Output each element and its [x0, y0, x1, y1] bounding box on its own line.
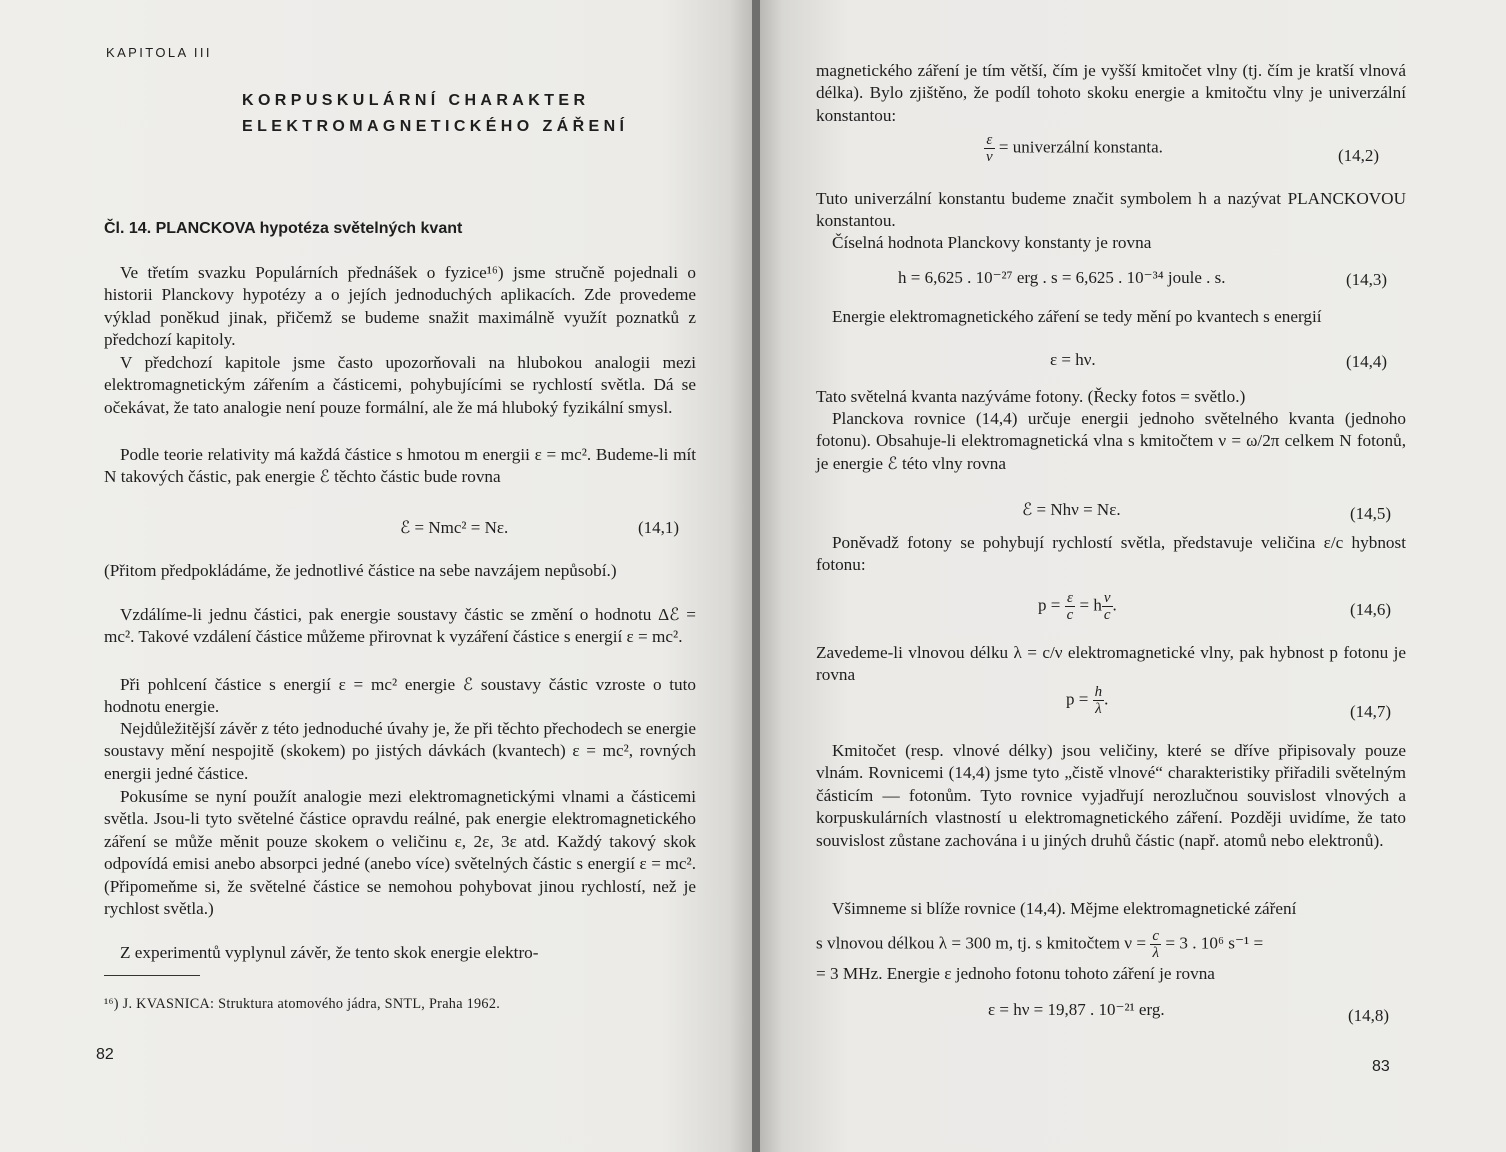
paragraph-assumption: (Přitom předpokládáme, že jednotlivé částice na sebe navzájem nepůsobí.)	[104, 561, 617, 580]
chapter-label: KAPITOLA III	[106, 45, 212, 60]
page-number-right: 83	[1372, 1058, 1390, 1075]
paragraph-quanta: Energie elektromagnetického záření se tedy mění po kvantech s energií	[832, 307, 1322, 326]
footnote-rule	[104, 975, 200, 976]
fraction-epsilon-over-c: $\frac{\varepsilon}{c}$	[1066, 590, 1074, 623]
chapter-title-line-2: ELEKTROMAGNETICKÉHO ZÁŘENÍ	[242, 118, 629, 135]
equation-14-1: ℰ = Nmc² = Nε.	[400, 518, 509, 537]
equation-14-2: $\frac{\varepsilon}{\nu}$ = univerzální konstanta.	[986, 132, 1163, 165]
paragraph-absorption: Při pohlcení částice s energií ε = mc² energie ℰ soustavy částic vzroste o tuto hodnotu energie.	[104, 675, 696, 717]
paragraph-analogy: V předchozí kapitole jsme často upozorňovali na hlubokou analogii mezi elektromagnetickým zářením a částicemi, pohybujícími se rychlostí světla. Dá se očekávat, že tato analogie není pouze formální, ale že má hluboký fyzikální smysl.	[104, 353, 696, 417]
book-gutter	[752, 0, 760, 1152]
chapter-title	[242, 88, 628, 140]
example-line-1: s vlnovou délkou λ = 300 m, tj. s kmitočtem ν = $\frac{c}{\lambda}$ = 3 . 10⁶ s⁻¹ =	[816, 928, 1264, 961]
equation-14-6: p = $\frac{\varepsilon}{c}$ = h $\frac{\nu}{c}$ .	[1038, 590, 1117, 623]
paragraph-momentum: Poněvadž fotony se pohybují rychlostí světla, představuje veličina ε/c hybnost fotonu:	[816, 533, 1406, 575]
paragraph-wave-particle: Kmitočet (resp. vlnové délky) jsou veličiny, které se dříve připisovaly pouze vlnám. Rovnicemi (14,4) jsme tyto „čistě vlnové“ charakteristiky přiřadili světelným částicím — fotonům. Tyto rovnice vyjadřují nerozlučnou souvislost vlnových a korpuskulárních vlastností u elektromagnetického záření. Později uvidíme, že tato souvislost zůstane zachována i u jiných druhů částic (např. atomů nebo elektronů).	[816, 741, 1406, 850]
equation-number-14-3: (14,3)	[1346, 270, 1388, 289]
equation-number-14-1: (14,1)	[638, 518, 680, 537]
equation-number-14-2: (14,2)	[1338, 146, 1380, 165]
fraction-epsilon-over-nu: $\frac{\varepsilon}{\nu}$	[986, 132, 993, 165]
equation-14-7: p = $\frac{h}{\lambda}$ .	[1066, 684, 1109, 717]
paragraph-experiments: Z experimentů vyplynul závěr, že tento skok energie elektro-	[120, 943, 539, 962]
paragraph-continuation: magnetického záření je tím větší, čím je vyšší kmitočet vlny (tj. čím je kratší vlnová délka). Bylo zjištěno, že podíl tohoto skoku energie a kmitočtu vlny je univerzální konstantou:	[816, 61, 1406, 125]
paragraph-planck-equation: Planckova rovnice (14,4) určuje energii jednoho světelného kvanta (jednoho fotonu). Obsahuje-li elektromagnetická vlna s kmitočtem ν = ω/2π celkem N fotonů, je energie ℰ této vlny rovna	[816, 409, 1406, 473]
equation-14-8: ε = hν = 19,87 . 10⁻²¹ erg.	[988, 1000, 1165, 1019]
section-heading: Čl. 14. PLANCKOVA hypotéza světelných kvant	[104, 220, 463, 237]
fraction-c-over-lambda: $\frac{c}{\lambda}$	[1152, 928, 1160, 961]
paragraph-conclusion: Nejdůležitější závěr z této jednoduché úvahy je, že při těchto přechodech se energie soustavy mění nespojitě (skokem) po jistých dávkách (kvantech) ε = mc², rovných energii jedné částice.	[104, 719, 696, 783]
equation-14-3: h = 6,625 . 10⁻²⁷ erg . s = 6,625 . 10⁻³⁴ joule . s.	[898, 268, 1226, 287]
equation-number-14-6: (14,6)	[1350, 600, 1392, 619]
fraction-h-over-lambda: $\frac{h}{\lambda}$	[1094, 684, 1103, 717]
example-line-2: = 3 MHz. Energie ε jednoho fotonu tohoto záření je rovna	[816, 964, 1215, 983]
right-page	[760, 0, 1506, 1152]
paragraph-removal: Vzdálíme-li jednu částici, pak energie soustavy částic se změní o hodnotu Δℰ = mc². Takové vzdálení částice můžeme přirovnat k vyzáření částice s energií ε = mc².	[104, 605, 696, 647]
footnote: ¹⁶) J. KVASNICA: Struktura atomového jádra, SNTL, Praha 1962.	[104, 996, 501, 1012]
paragraph-light-particles: Pokusíme se nyní použít analogie mezi elektromagnetickými vlnami a částicemi světla. Jsou-li tyto světelné částice opravdu reálné, pak energie elektromagnetického záření se může měnit pouze skokem o veličinu ε, 2ε, 3ε atd. Každý takový skok odpovídá emisi anebo absorpci jedné (anebo více) světelných částic s energií ε = mc². (Připomeňme si, že světelné částice se nemohou pohybovat jinou rychlostí, než je rychlost světla.)	[104, 787, 696, 919]
paragraph-wavelength: Zavedeme-li vlnovou délku λ = c/ν elektromagnetické vlny, pak hybnost p fotonu je rovna	[816, 643, 1406, 685]
equation-number-14-4: (14,4)	[1346, 352, 1388, 371]
paragraph-constant-value: Číselná hodnota Planckovy konstanty je rovna	[832, 233, 1152, 252]
equation-number-14-7: (14,7)	[1350, 702, 1392, 721]
paragraph-relativity: Podle teorie relativity má každá částice s hmotou m energii ε = mc². Budeme-li mít N takových částic, pak energie ℰ těchto částic bude rovna	[104, 445, 696, 487]
paragraph-planck-constant: Tuto univerzální konstantu budeme značit symbolem h a nazývat PLANCKOVOU konstantou.	[816, 189, 1406, 231]
equation-number-14-8: (14,8)	[1348, 1006, 1390, 1025]
paragraph-example: Všimneme si blíže rovnice (14,4). Mějme elektromagnetické záření	[832, 899, 1297, 918]
paragraph-photons: Tato světelná kvanta nazýváme fotony. (Řecky fotos = světlo.)	[816, 387, 1246, 406]
left-page	[0, 0, 752, 1152]
equation-14-4: ε = hν.	[1050, 350, 1096, 369]
chapter-title-line-1: KORPUSKULÁRNÍ CHARAKTER	[242, 92, 590, 109]
paragraph-intro: Ve třetím svazku Populárních přednášek o fyzice¹⁶) jsme stručně pojednali o historii Planckovy hypotézy a o jejích jednoduchých aplikacích. Zde provedeme výklad poněkud jinak, přičemž se budeme snažit maximálně využít poznatků z předchozí kapitoly.	[104, 263, 696, 350]
page-number-left: 82	[96, 1046, 114, 1063]
equation-14-5: ℰ = Nhν = Nε.	[1022, 500, 1121, 519]
fraction-nu-over-c: $\frac{\nu}{c}$	[1103, 590, 1111, 623]
equation-number-14-5: (14,5)	[1350, 504, 1392, 523]
